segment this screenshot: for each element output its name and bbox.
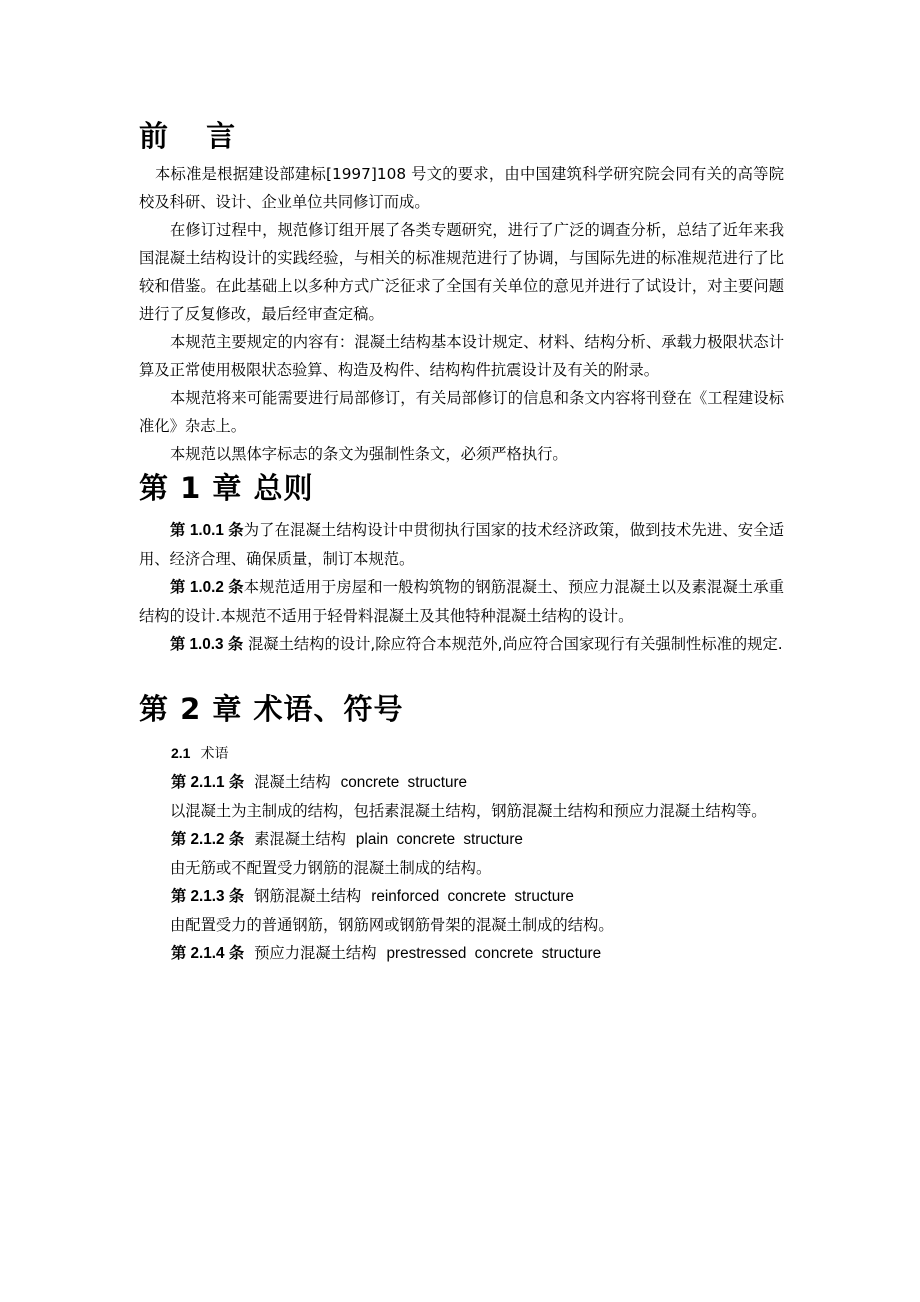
term-2-1-3 xyxy=(171,882,784,911)
document-page xyxy=(139,110,784,968)
term-en: prestressed concrete structure xyxy=(386,945,602,962)
clause-text: 为了在混凝土结构设计中贯彻执行国家的技术经济政策，做到技术先进、安全适用、经济合理、确保质量，制订本规范。 xyxy=(139,521,784,568)
term-cn: 素混凝土结构 xyxy=(254,830,346,848)
term-cn: 预应力混凝土结构 xyxy=(254,944,377,962)
section-number: 2.1 xyxy=(171,745,191,761)
clause-number: 第 1.0.3 条 xyxy=(170,636,244,653)
chapter-2-heading: 第 2 章 术语、符号 xyxy=(139,692,404,726)
term-2-1-4 xyxy=(171,939,784,968)
preface-heading: 前 言 xyxy=(139,119,250,153)
clause-text: 本规范适用于房屋和一般构筑物的钢筋混凝土、预应力混凝土以及素混凝土承重结构的设计.本规范不适用于轻骨料混凝土及其他特种混凝土结构的设计。 xyxy=(139,578,784,625)
term-cn: 钢筋混凝土结构 xyxy=(254,887,362,905)
term-number: 第 2.1.3 条 xyxy=(171,888,245,905)
term-en: reinforced concrete structure xyxy=(371,888,574,905)
clause-1-0-3 xyxy=(139,630,784,659)
clause-number: 第 1.0.1 条 xyxy=(170,522,244,539)
preface-paragraph-2: 在修订过程中，规范修订组开展了各类专题研究，进行了广泛的调查分析，总结了近年来我国混凝土结构设计的实践经验，与相关的标准规范进行了协调，与国际先进的标准规范进行了比较和借鉴。在此基础上以多种方式广泛征求了全国有关单位的意见并进行了试设计，对主要问题进行了反复修改，最后经审查定稿。 xyxy=(139,221,784,323)
section-label: 术语 xyxy=(200,746,229,762)
term-cn: 混凝土结构 xyxy=(254,773,331,791)
clause-1-0-2 xyxy=(139,573,784,630)
clause-1-0-1 xyxy=(139,516,784,573)
preface-paragraph-3: 本规范主要规定的内容有：混凝土结构基本设计规定、材料、结构分析、承载力极限状态计算及正常使用极限状态验算、构造及构件、结构构件抗震设计及有关的附录。 xyxy=(139,333,784,379)
section-2-1-heading xyxy=(171,739,784,768)
term-number: 第 2.1.4 条 xyxy=(171,945,245,962)
clause-text: 混凝土结构的设计,除应符合本规范外,尚应符合国家现行有关强制性标准的规定. xyxy=(243,635,783,653)
term-number: 第 2.1.1 条 xyxy=(171,774,245,791)
preface-paragraph-4: 本规范将来可能需要进行局部修订，有关局部修订的信息和条文内容将刊登在《工程建设标准化》杂志上。 xyxy=(139,389,784,435)
term-number: 第 2.1.2 条 xyxy=(171,831,245,848)
term-en: plain concrete structure xyxy=(355,831,523,848)
preface-paragraph-1: 本标准是根据建设部建标[1997]108 号文的要求，由中国建筑科学研究院会同有关的高等院校及科研、设计、企业单位共同修订而成。 xyxy=(139,165,784,211)
clause-number: 第 1.0.2 条 xyxy=(170,579,244,596)
term-2-1-1 xyxy=(171,768,784,797)
chapter-1-heading: 第 1 章 总则 xyxy=(139,471,314,505)
term-2-1-3-description: 由配置受力的普通钢筋，钢筋网或钢筋骨架的混凝土制成的结构。 xyxy=(170,916,614,934)
term-2-1-2 xyxy=(171,825,784,854)
preface-paragraph-5: 本规范以黑体字标志的条文为强制性条文，必须严格执行。 xyxy=(170,445,568,463)
term-2-1-2-description: 由无筋或不配置受力钢筋的混凝土制成的结构。 xyxy=(170,859,492,877)
term-2-1-1-description: 以混凝土为主制成的结构，包括素混凝土结构，钢筋混凝土结构和预应力混凝土结构等。 xyxy=(170,802,767,820)
term-en: concrete structure xyxy=(340,774,468,791)
